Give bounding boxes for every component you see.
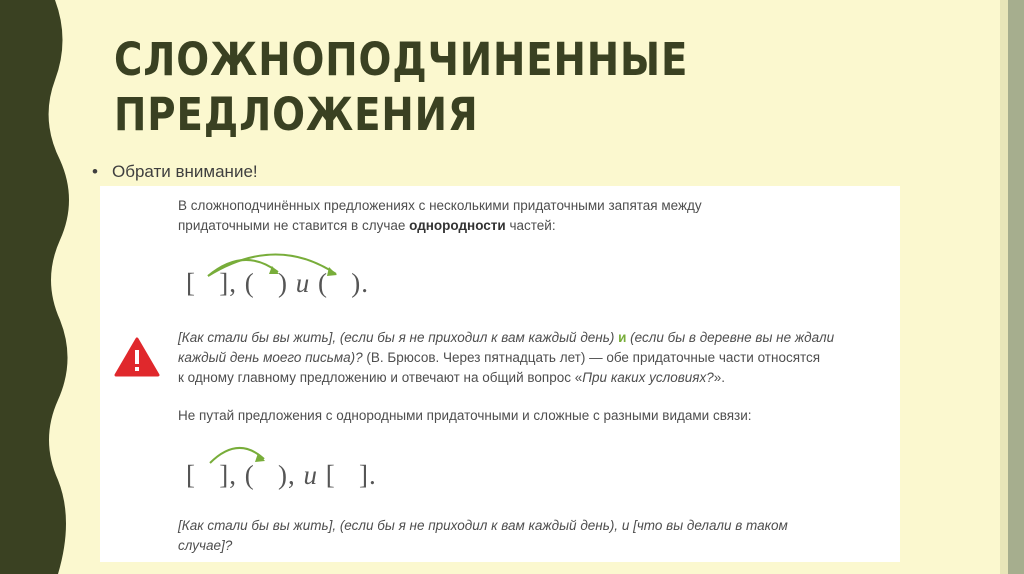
example-1-line-2: каждый день моего письма)? (В. Брюсов. Через пятнадцать лет) — обе придаточные части относятся [178,350,821,365]
emphasis-odnorodnosti: однородности [409,218,506,233]
decorative-wavy-band [0,0,90,574]
scheme-2: [ ], ( ), и [ ]. [186,460,377,490]
intro-line-2: придаточными не ставится в случае однородности частей: [178,218,556,233]
right-decorative-stripe [1008,0,1024,574]
note-line: Не путай предложения с однородными придаточными и сложные с разными видами связи: [178,408,752,423]
slide-title [114,32,689,142]
right-decorative-stripe-light [1000,0,1008,574]
example-2-line-1: [Как стали бы вы жить], (если бы я не приходил к вам каждый день), и [что вы делали в таком [178,518,788,533]
scheme-1: [ ], ( ) и ( ). [186,268,369,298]
example-1-line-3: к одному главному предложению и отвечают на общий вопрос «При каких условиях?». [178,370,725,385]
bullet-dot-icon: • [92,162,98,181]
intro-line-1: В сложноподчинённых предложениях с несколькими придаточными запятая между [178,198,702,213]
bullet-text: Обрати внимание! [112,162,258,181]
bullet-item [92,162,258,182]
rule-card [100,186,900,562]
exclamation-triangle-icon [114,337,160,377]
example-2-line-2: случае]? [178,538,233,553]
title-line-2: ПРЕДЛОЖЕНИЯ [114,88,479,141]
example-1-line-1: [Как стали бы вы жить], (если бы я не приходил к вам каждый день) и (если бы в деревне вы не ждали [178,330,835,345]
title-line-1: СЛОЖНОПОДЧИНЕННЫЕ [114,33,689,86]
highlighted-conjunction: и [618,330,627,345]
